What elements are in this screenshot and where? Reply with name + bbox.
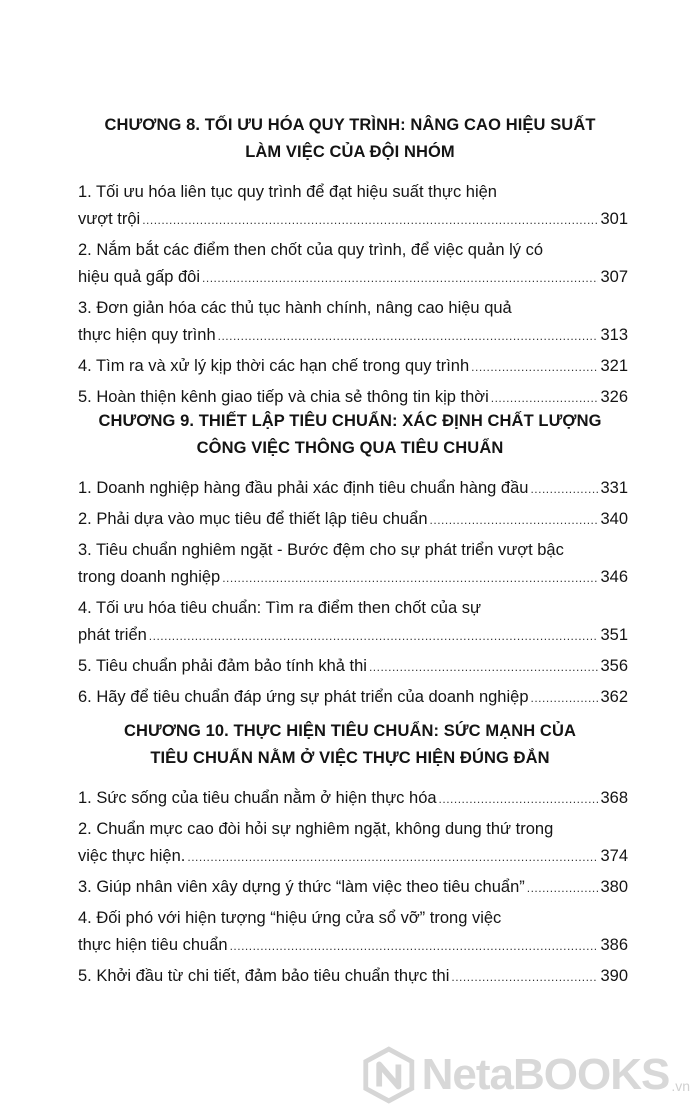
dot-leader (187, 844, 598, 871)
toc-entry[interactable] (78, 595, 628, 650)
dot-leader (451, 964, 598, 991)
chapter-10 (0, 718, 700, 994)
toc-entry[interactable] (78, 816, 628, 871)
dot-leader (202, 265, 598, 292)
chapter-title (0, 112, 700, 166)
entry-text: 3. Giúp nhân viên xây dựng ý thức “làm việc theo tiêu chuẩn” (78, 878, 525, 896)
dot-leader (530, 476, 598, 503)
toc-entry[interactable] (78, 785, 628, 813)
entry-text-line1: 3. Đơn giản hóa các thủ tục hành chính, nâng cao hiệu quả (78, 299, 512, 317)
page-number: 356 (600, 657, 628, 675)
entry-text-line1: 3. Tiêu chuẩn nghiêm ngặt - Bước đệm cho sự phát triển vượt bậc (78, 541, 564, 559)
entry-text: 5. Khởi đầu từ chi tiết, đảm bảo tiêu chuẩn thực thi (78, 967, 450, 985)
chapter-title-line1: CHƯƠNG 8. TỐI ƯU HÓA QUY TRÌNH: NÂNG CAO HIỆU SUẤT (104, 116, 596, 134)
entry-text: 2. Phải dựa vào mục tiêu để thiết lập tiêu chuẩn (78, 510, 428, 528)
toc-entry[interactable] (78, 537, 628, 592)
watermark-brand: NetaBOOKS (421, 1050, 670, 1099)
entry-text-line1: 4. Tối ưu hóa tiêu chuẩn: Tìm ra điểm then chốt của sự (78, 599, 482, 617)
entry-text-line2: trong doanh nghiệp (78, 568, 221, 586)
entry-text: 6. Hãy để tiêu chuẩn đáp ứng sự phát triển của doanh nghiệp (78, 688, 529, 706)
page-number: 301 (600, 210, 628, 228)
dot-leader (527, 875, 599, 902)
entry-text: 5. Tiêu chuẩn phải đảm bảo tính khả thi (78, 657, 367, 675)
page-number: 321 (600, 357, 628, 375)
entry-text: 1. Doanh nghiệp hàng đầu phải xác định tiêu chuẩn hàng đầu (78, 479, 529, 497)
page-number: 368 (600, 789, 628, 807)
entry-text: 4. Tìm ra và xử lý kịp thời các hạn chế trong quy trình (78, 357, 470, 375)
page-number: 313 (600, 326, 628, 344)
toc-entry[interactable] (78, 653, 628, 681)
entry-text-line1: 2. Nắm bắt các điểm then chốt của quy trình, để việc quản lý có (78, 241, 544, 259)
chapter-9 (0, 408, 700, 715)
entry-text-line1: 1. Tối ưu hóa liên tục quy trình để đạt hiệu suất thực hiện (78, 183, 497, 201)
entry-list (0, 475, 700, 712)
watermark-suffix: .vn (671, 1078, 690, 1094)
page-number: 346 (600, 568, 628, 586)
entry-text-line1: 2. Chuẩn mực cao đòi hỏi sự nghiêm ngặt, không dung thứ trong (78, 820, 554, 838)
page-number: 380 (600, 878, 628, 896)
chapter-8 (0, 112, 700, 415)
page-number: 386 (600, 936, 628, 954)
chapter-title-line2: TIÊU CHUẨN NẰM Ở VIỆC THỰC HIỆN ĐÚNG ĐẮN (150, 749, 550, 767)
dot-leader (471, 354, 598, 381)
dot-leader (531, 685, 599, 712)
page-number: 351 (600, 626, 628, 644)
netabooks-watermark (360, 1045, 690, 1105)
toc-entry[interactable] (78, 295, 628, 350)
toc-entry[interactable] (78, 353, 628, 381)
n-hexagon-logo-icon (360, 1046, 418, 1104)
entry-text: 1. Sức sống của tiêu chuẩn nằm ở hiện thực hóa (78, 789, 437, 807)
toc-entry[interactable] (78, 684, 628, 712)
dot-leader (369, 654, 599, 681)
toc-entry[interactable] (78, 963, 628, 991)
entry-text-line2: hiệu quả gấp đôi (78, 268, 201, 286)
chapter-title-line1: CHƯƠNG 9. THIẾT LẬP TIÊU CHUẨN: XÁC ĐỊNH CHẤT LƯỢNG (98, 412, 602, 430)
toc-entry[interactable] (78, 506, 628, 534)
entry-text-line2: thực hiện tiêu chuẩn (78, 936, 228, 954)
dot-leader (142, 207, 598, 234)
dot-leader (430, 507, 599, 534)
dot-leader (149, 623, 599, 650)
toc-entry[interactable] (78, 874, 628, 902)
dot-leader (230, 933, 599, 960)
page-number: 340 (600, 510, 628, 528)
page-number: 326 (600, 388, 628, 406)
page-number: 331 (600, 479, 628, 497)
chapter-title-line1: CHƯƠNG 10. THỰC HIỆN TIÊU CHUẨN: SỨC MẠNH CỦA (124, 722, 576, 740)
entry-text-line1: 4. Đối phó với hiện tượng “hiệu ứng cửa sổ vỡ” trong việc (78, 909, 502, 927)
entry-list (0, 785, 700, 991)
entry-text-line2: việc thực hiện. (78, 847, 186, 865)
chapter-title (0, 718, 700, 772)
toc-entry[interactable] (78, 179, 628, 234)
entry-text: 5. Hoàn thiện kênh giao tiếp và chia sẻ thông tin kịp thời (78, 388, 489, 406)
chapter-title-line2: CÔNG VIỆC THÔNG QUA TIÊU CHUẨN (196, 439, 504, 457)
page-number: 362 (600, 688, 628, 706)
entry-text-line2: vượt trội (78, 210, 141, 228)
toc-entry[interactable] (78, 905, 628, 960)
page-number: 374 (600, 847, 628, 865)
toc-entry[interactable] (78, 237, 628, 292)
entry-list (0, 179, 700, 412)
entry-text-line2: phát triển (78, 626, 147, 644)
chapter-title (0, 408, 700, 462)
toc-entry[interactable] (78, 475, 628, 503)
dot-leader (222, 565, 598, 592)
page-number: 307 (600, 268, 628, 286)
entry-text-line2: thực hiện quy trình (78, 326, 216, 344)
dot-leader (218, 323, 599, 350)
chapter-title-line2: LÀM VIỆC CỦA ĐỘI NHÓM (245, 143, 455, 161)
page-number: 390 (600, 967, 628, 985)
dot-leader (439, 786, 599, 813)
